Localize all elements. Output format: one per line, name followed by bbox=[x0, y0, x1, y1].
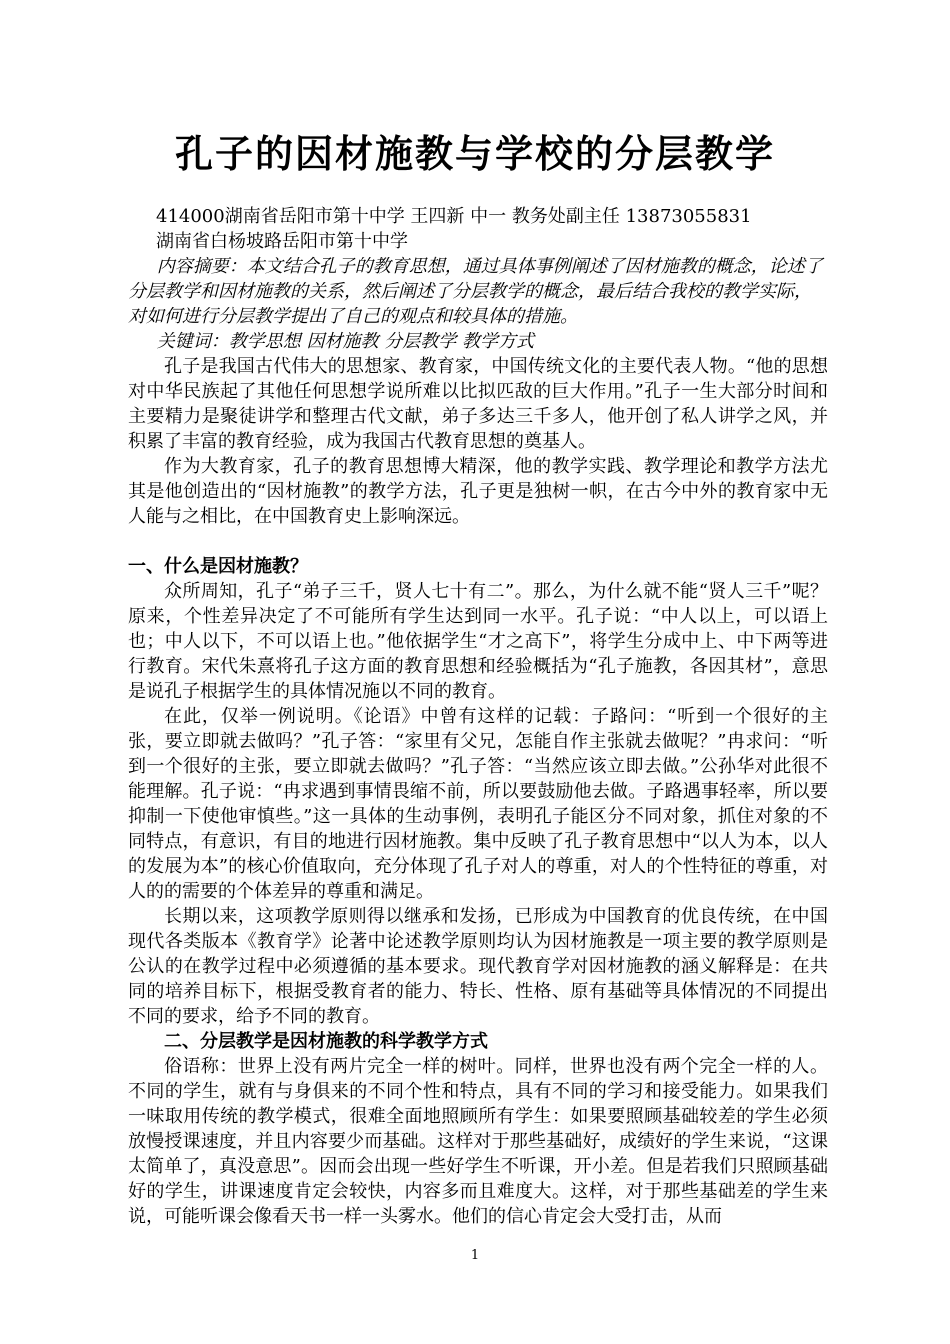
keywords: 关键词：教学思想 因材施教 分层教学 教学方式 bbox=[156, 331, 534, 352]
page-number: 1 bbox=[470, 1248, 480, 1263]
section1-paragraph-1: 众所周知，孔子“弟子三千，贤人七十有二”。那么，为什么就不能“贤人三千”呢？原来，个性差异决定了不可能所有学生达到同一水平。孔子说：“中人以上，可以语上也；中人以下，不可以语上也。”他依据学生“才之高下”，将学生分成中上、中下两等进行教育。宋代朱熹将孔子这方面的教育思想和经验概括为“孔子施教，各因其材”，意思是说孔子根据学生的具体情况施以不同的教育。 bbox=[128, 581, 828, 702]
section2-paragraph-1: 俗语称：世界上没有两片完全一样的树叶。同样，世界也没有两个完全一样的人。不同的学生，就有与身俱来的不同个性和特点，具有不同的学习和接受能力。如果我们一味取用传统的教学模式，很难全面地照顾所有学生：如果要照顾基础较差的学生必须放慢授课速度，并且内容要少而基础。这样对于那些基础好，成绩好的学生来说，“这课太简单了，真没意思”。因而会出现一些好学生不听课，开小差。但是若我们只照顾基础好的学生，讲课速度肯定会较快，内容多而且难度大。这样，对于那些基础差的学生来说，可能听课会像看天书一样一头雾水。他们的信心肯定会大受打击，从而 bbox=[128, 1056, 828, 1227]
section1-paragraph-3: 长期以来，这项教学原则得以继承和发扬，已形成为中国教育的优良传统，在中国现代各类版本《教育学》论著中论述教学原则均认为因材施教是一项主要的教学原则是公认的在教学过程中必须遵循的基本要求。现代教育学对因材施教的涵义解释是：在共同的培养目标下，根据受教育者的能力、特长、性格、原有基础等具体情况的不同提出不同的要求，给予不同的教育。 bbox=[128, 906, 828, 1027]
section-heading-1: 一、什么是因材施教？ bbox=[128, 556, 308, 577]
author-line: 414000湖南省岳阳市第十中学 王四新 中一 教务处副主任 13873055831 bbox=[156, 206, 752, 227]
page-title: 孔子的因材施教与学校的分层教学 bbox=[174, 131, 775, 176]
address-line: 湖南省白杨坡路岳阳市第十中学 bbox=[156, 231, 408, 252]
intro-paragraph-1: 孔子是我国古代伟大的思想家、教育家，中国传统文化的主要代表人物。“他的思想对中华民族起了其他任何思想学说所难以比拟匹敌的巨大作用。”孔子一生大部分时间和主要精力是聚徒讲学和整理古代文献，弟子多达三千多人，他开创了私人讲学之风，并积累了丰富的教育经验，成为我国古代教育思想的奠基人。 bbox=[128, 356, 828, 452]
abstract: 内容摘要：本文结合孔子的教育思想，通过具体事例阐述了因材施教的概念，论述了分层教学和因材施教的关系，然后阐述了分层教学的概念，最后结合我校的教学实际，对如何进行分层教学提出了自己的观点和较具体的措施。 bbox=[128, 256, 823, 327]
section1-paragraph-2: 在此，仅举一例说明。《论语》中曾有这样的记载：子路问：“听到一个很好的主张，要立即就去做吗？”孔子答：“家里有父兄，怎能自作主张就去做呢？”冉求问：“听到一个很好的主张，要立即就去做吗？”孔子答：“当然应该立即去做。”公孙华对此很不能理解。孔子说：“冉求遇到事情畏缩不前，所以要鼓励他去做。子路遇事轻率，所以要抑制一下使他审慎些。”这一具体的生动事例，表明孔子能区分不同对象，抓住对象的不同特点，有意识，有目的地进行因材施教。集中反映了孔子教育思想中“以人为本，以人的发展为本”的核心价值取向，充分体现了孔子对人的尊重，对人的个性特征的尊重，对人的的需要的个体差异的尊重和满足。 bbox=[128, 706, 828, 902]
intro-paragraph-2: 作为大教育家，孔子的教育思想博大精深，他的教学实践、教学理论和教学方法尤其是他创造出的“因材施教”的教学方法，孔子更是独树一帜，在古今中外的教育家中无人能与之相比，在中国教育史上影响深远。 bbox=[128, 456, 828, 527]
section-heading-2: 二、分层教学是因材施教的科学教学方式 bbox=[164, 1031, 488, 1052]
